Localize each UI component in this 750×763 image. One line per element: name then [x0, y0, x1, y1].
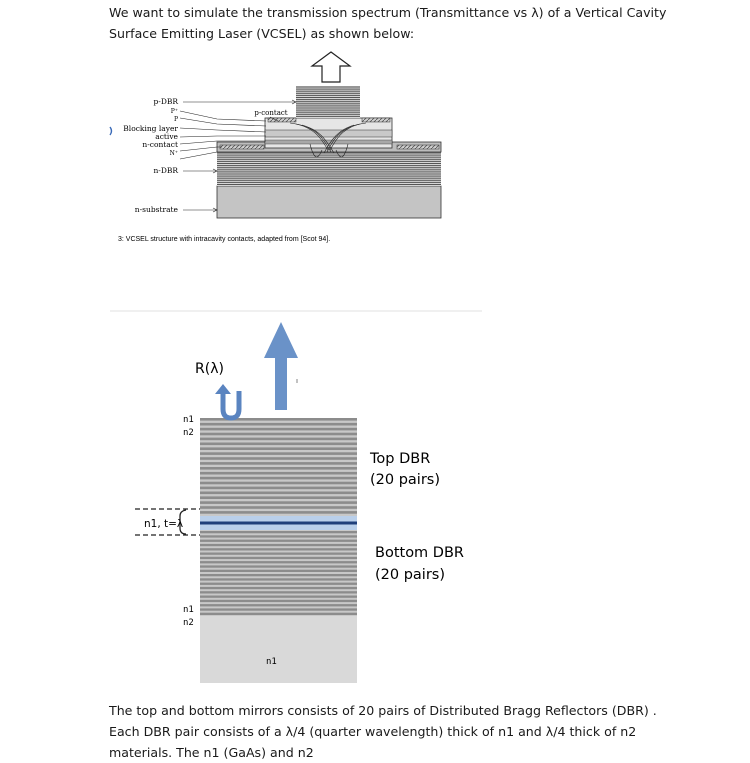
bottom-dbr-pair: [200, 583, 357, 585]
n-dbr-line: [217, 171, 441, 172]
n-dbr-line: [217, 174, 441, 175]
top-dbr-pair: [200, 477, 357, 480]
top-dbr-pairs: (20 pairs): [370, 472, 441, 488]
bottom-dbr-pair: [200, 574, 357, 576]
bottom-dbr-pair: [200, 570, 357, 572]
top-dbr-pair: [200, 452, 357, 455]
label-n1-bottom: n1: [183, 605, 194, 615]
bottom-dbr-pair: [200, 604, 357, 606]
bottom-dbr-pair: [200, 565, 357, 567]
bottom-dbr-pair: [200, 596, 357, 598]
p-dbr-line: [296, 105, 360, 106]
p-dbr-line: [296, 89, 360, 90]
bottom-dbr-pair: [200, 613, 357, 615]
n-dbr-line: [217, 169, 441, 170]
transmission-arrow-icon: [264, 322, 298, 410]
p-dbr-line: [296, 112, 360, 113]
bottom-dbr-pair: [200, 600, 357, 602]
bottom-dbr-pair: [200, 548, 357, 550]
n-dbr-line: [217, 167, 441, 168]
top-dbr-pair: [200, 418, 357, 421]
top-dbr-pair: [200, 506, 357, 509]
p-dbr-line: [296, 108, 360, 109]
reflection-arrowhead-icon: [215, 384, 231, 394]
label-p: P: [173, 116, 178, 123]
n-dbr-line: [217, 157, 441, 158]
n-dbr-line: [217, 163, 441, 164]
top-dbr-pair: [200, 443, 357, 446]
top-dbr-pair: [200, 447, 357, 450]
label-p-dbr: p-DBR: [153, 97, 178, 106]
n-dbr-line: [217, 155, 441, 156]
label-n2-bottom: n2: [183, 618, 194, 628]
n-dbr-line: [217, 165, 441, 166]
n-dbr-line: [217, 182, 441, 183]
p-contact-right: [362, 118, 390, 122]
n-dbr-line: [217, 176, 441, 177]
top-dbr-pair: [200, 438, 357, 441]
bottom-dbr-background: [200, 530, 357, 616]
bottom-dbr-pair: [200, 531, 357, 533]
label-n2-top: n2: [183, 428, 194, 438]
bottom-dbr-pair: [200, 591, 357, 593]
p-dbr-line: [296, 95, 360, 96]
top-dbr-title: Top DBR: [370, 451, 431, 467]
p-dbr-line: [296, 97, 360, 98]
dbr-model-figure: [135, 322, 464, 683]
top-dbr-pair: [200, 428, 357, 431]
p-dbr-line: [296, 99, 360, 100]
top-dbr-pair: [200, 492, 357, 495]
bottom-dbr-pair: [200, 553, 357, 555]
substrate-block: [200, 616, 357, 683]
p-contact-left: [268, 118, 296, 122]
bottom-dbr-pair: [200, 544, 357, 546]
label-active: active: [155, 132, 178, 141]
label-n-dbr: n-DBR: [153, 166, 178, 175]
bottom-dbr-pair: [200, 608, 357, 610]
active-layer: [265, 140, 392, 144]
top-dbr-pair: [200, 482, 357, 485]
vcsel-structure-figure: [110, 52, 441, 243]
top-dbr-pair: [200, 462, 357, 465]
bottom-dbr-pair: [200, 578, 357, 580]
label-n-substrate: n-substrate: [134, 205, 178, 214]
margin-mark-icon: [110, 127, 112, 135]
p-dbr-line: [296, 110, 360, 111]
output-arrow-icon: [312, 52, 350, 82]
bottom-dbr-pairs: (20 pairs): [375, 567, 446, 583]
n-dbr-line: [217, 159, 441, 160]
label-n1-top: n1: [183, 415, 194, 425]
label-blocking-layer: Blocking layer: [123, 124, 178, 133]
label-p-contact: p-contact: [254, 109, 288, 117]
p-dbr-line: [296, 116, 360, 117]
label-n-contact: n-contact: [142, 140, 178, 149]
p-dbr-line: [296, 91, 360, 92]
label-p-plus: P⁺: [170, 108, 178, 115]
n-dbr-line: [217, 161, 441, 162]
top-dbr-pair: [200, 423, 357, 426]
n-substrate-layer: [217, 186, 441, 218]
n-contact-right: [397, 145, 439, 149]
p-dbr-line: [296, 93, 360, 94]
bottom-dbr-pair: [200, 561, 357, 563]
bottom-dbr-pair: [200, 535, 357, 537]
p-dbr-stack: [296, 86, 360, 118]
bottom-dbr-pair: [200, 557, 357, 559]
label-n-plus: N⁺: [169, 150, 178, 157]
p-dbr-line: [296, 87, 360, 88]
figure1-caption: 3: VCSEL structure with intracavity contacts, adapted from [Scot 94].: [118, 236, 331, 243]
cavity-label: n1, t=λ: [144, 518, 184, 530]
reflection-arrow-icon: [223, 391, 239, 418]
blocking-layer: [265, 130, 392, 137]
p-dbr-line: [296, 103, 360, 104]
top-dbr-pair: [200, 472, 357, 475]
label-substrate-n1: n1: [266, 657, 277, 667]
p-dbr-line: [296, 101, 360, 102]
bottom-dbr-pair: [200, 540, 357, 542]
n-dbr-stack: [217, 152, 441, 186]
top-dbr-pair: [200, 496, 357, 499]
n-dbr-line: [217, 180, 441, 181]
top-dbr-pair: [200, 467, 357, 470]
n-dbr-line: [217, 184, 441, 185]
bottom-dbr-pair: [200, 587, 357, 589]
top-dbr-pair: [200, 511, 357, 514]
top-dbr-pair: [200, 457, 357, 460]
reflectance-label: R(λ): [195, 361, 224, 377]
outro-paragraph: The top and bottom mirrors consists of 20 pairs of Distributed Bragg Reflectors (DBR) . Each DBR pair consists of a λ/4 (quarter wavelength) thick of n1 and λ/4 thick of n2 materials. The n1 (GaAs) and n2: [109, 703, 657, 760]
bottom-dbr-title: Bottom DBR: [375, 545, 464, 561]
top-dbr-pair: [200, 487, 357, 490]
n-dbr-line: [217, 153, 441, 154]
top-dbr-pair: [200, 501, 357, 504]
n-contact-left: [220, 145, 264, 149]
n-dbr-line: [217, 178, 441, 179]
top-dbr-pair: [200, 433, 357, 436]
p-dbr-line: [296, 114, 360, 115]
intro-paragraph: We want to simulate the transmission spectrum (Transmittance vs λ) of a Vertical Cavity Surface Emitting Laser (VCSEL) as shown below:: [109, 5, 667, 41]
